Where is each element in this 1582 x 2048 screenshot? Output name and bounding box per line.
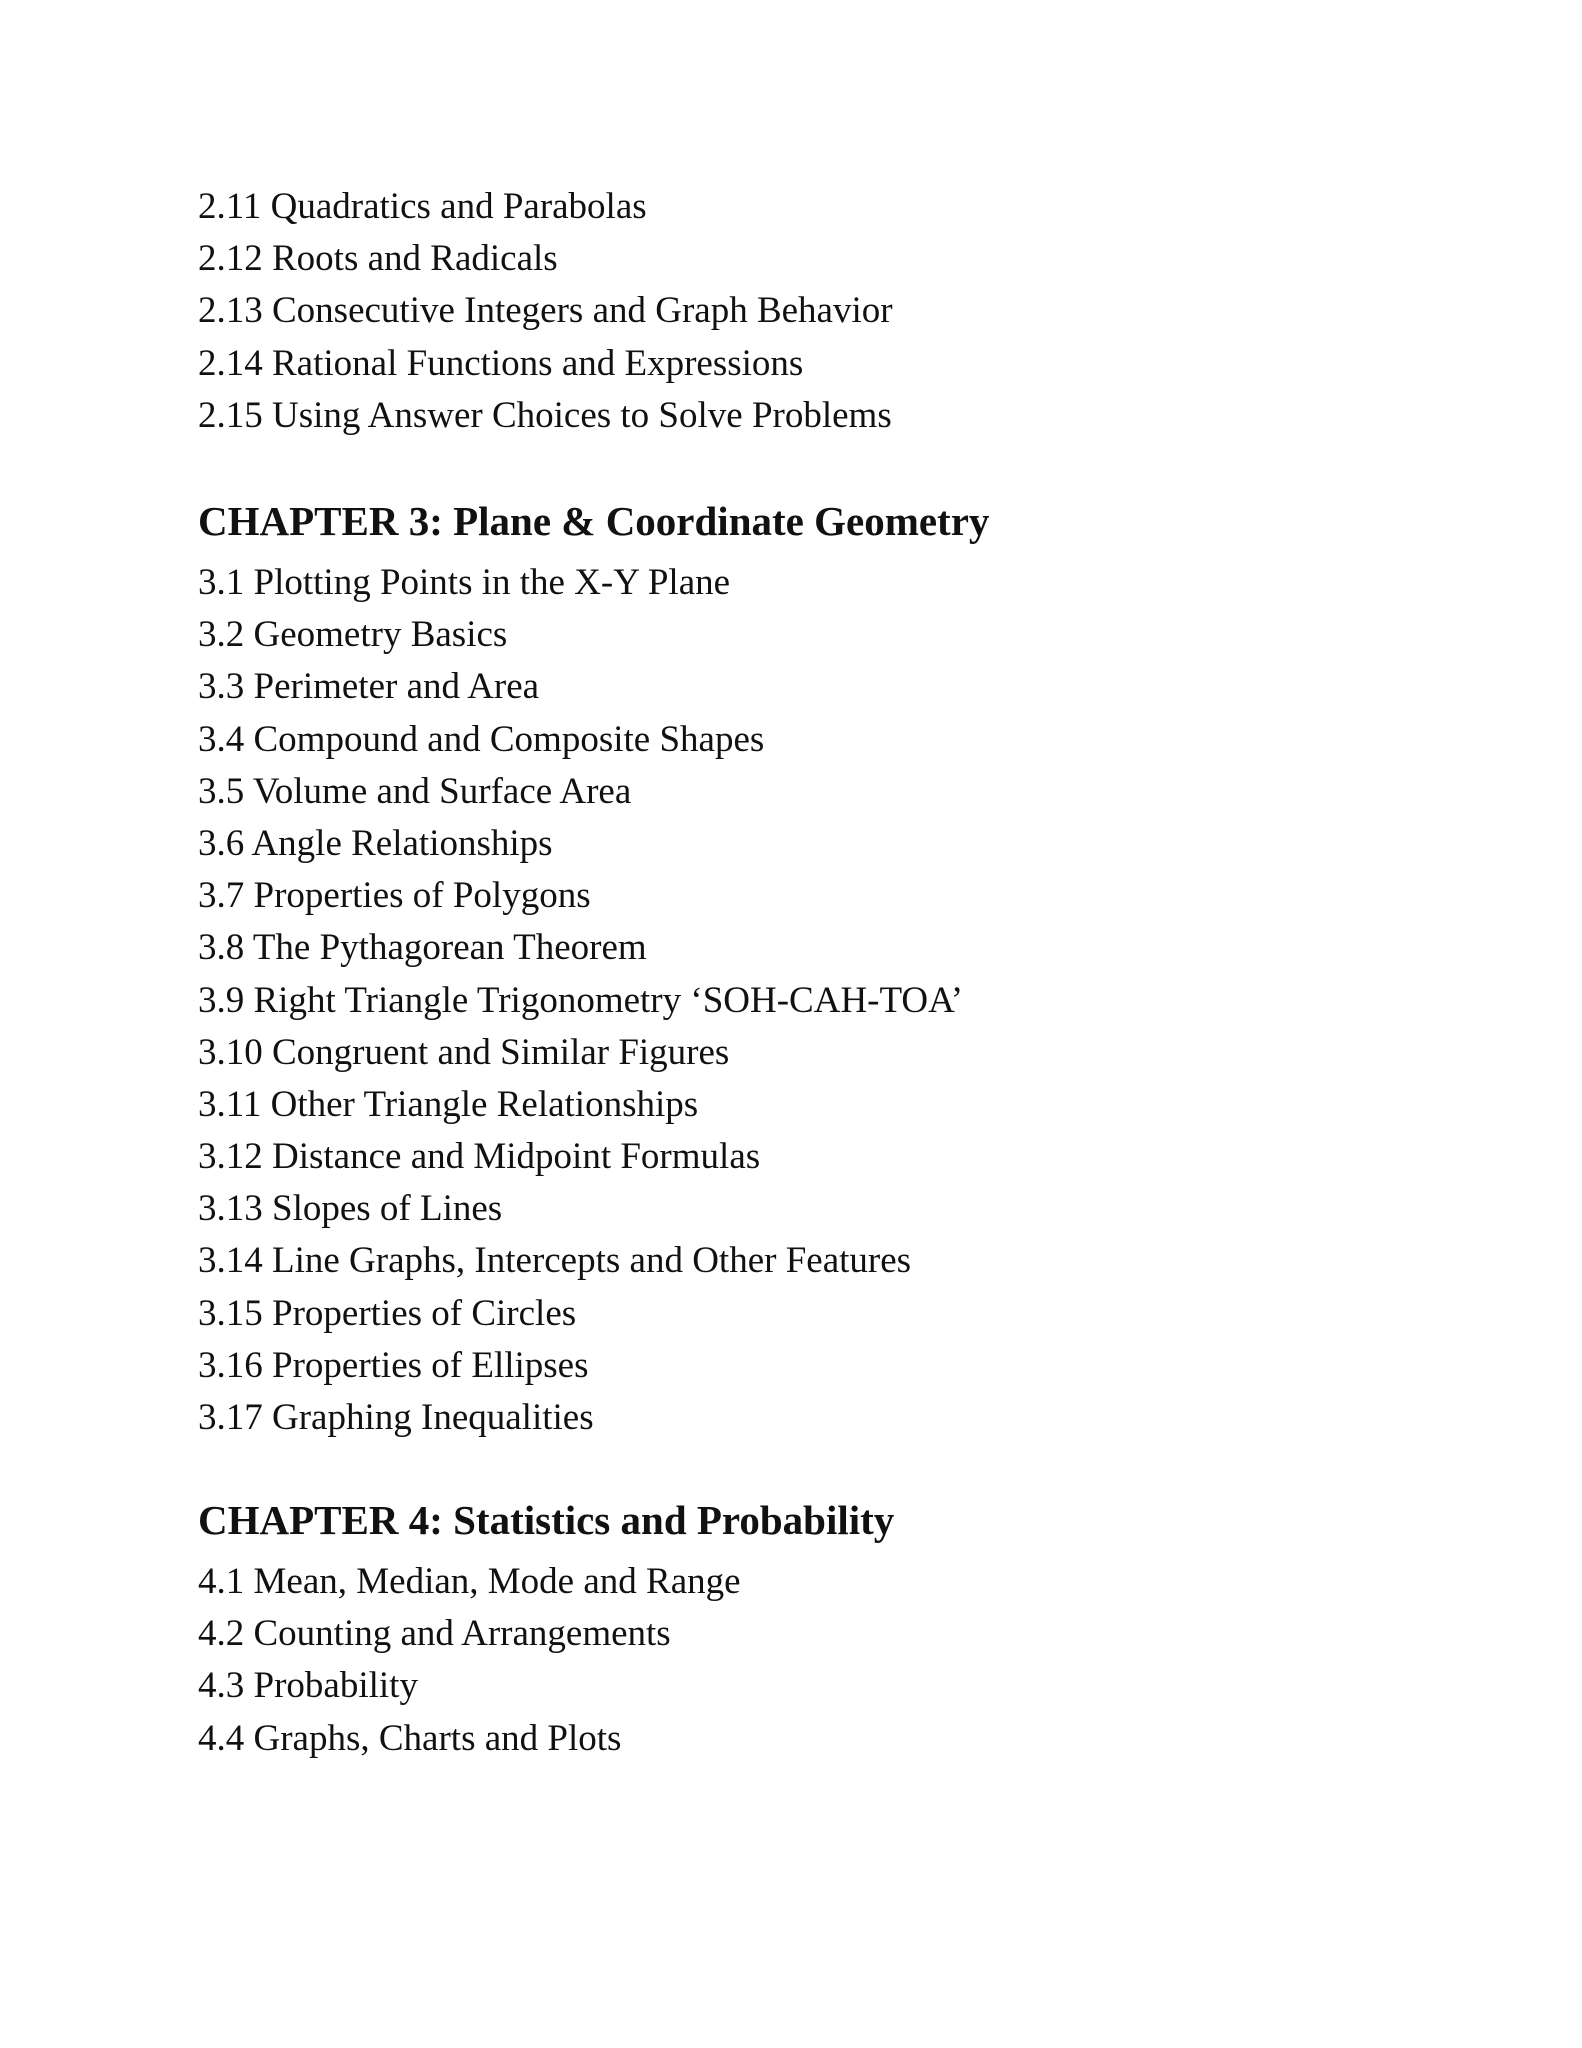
toc-entry-3-6: 3.6 Angle Relationships [198, 822, 553, 864]
toc-entry-2-11: 2.11 Quadratics and Parabolas [198, 186, 647, 227]
toc-entry-3-4: 3.4 Compound and Composite Shapes [198, 718, 765, 760]
toc-entry-3-11: 3.11 Other Triangle Relationships [198, 1083, 699, 1125]
toc-entry-4-1: 4.1 Mean, Median, Mode and Range [198, 1561, 741, 1602]
toc-entry-3-1: 3.1 Plotting Points in the X-Y Plane [198, 562, 731, 603]
toc-entry-3-3: 3.3 Perimeter and Area [198, 666, 540, 708]
toc-entry-2-14: 2.14 Rational Functions and Expressions [198, 342, 804, 384]
toc-entry-3-13: 3.13 Slopes of Lines [198, 1188, 503, 1230]
toc-entry-3-2: 3.2 Geometry Basics [198, 614, 508, 656]
toc-entry-2-12: 2.12 Roots and Radicals [198, 238, 558, 280]
toc-entry-3-10: 3.10 Congruent and Similar Figures [198, 1031, 730, 1073]
toc-entry-3-9: 3.9 Right Triangle Trigonometry ‘SOH-CAH-TOA’ [198, 979, 964, 1021]
toc-entry-3-17: 3.17 Graphing Inequalities [198, 1397, 594, 1438]
chapter-4-section-list [198, 1556, 1398, 1765]
chapter-3-heading: CHAPTER 3: Plane & Coordinate Geometry [198, 498, 990, 544]
chapter-2-section-list [198, 181, 1398, 442]
toc-entry-3-5: 3.5 Volume and Surface Area [198, 770, 632, 812]
toc-entry-3-8: 3.8 The Pythagorean Theorem [198, 927, 647, 969]
toc-entry-3-16: 3.16 Properties of Ellipses [198, 1344, 589, 1386]
toc-entry-3-7: 3.7 Properties of Polygons [198, 875, 591, 917]
chapter-3-section-list [198, 557, 1398, 1444]
toc-entry-3-12: 3.12 Distance and Midpoint Formulas [198, 1136, 761, 1178]
toc-entry-2-13: 2.13 Consecutive Integers and Graph Behavior [198, 290, 893, 332]
toc-entry-3-15: 3.15 Properties of Circles [198, 1292, 577, 1334]
toc-entry-4-4: 4.4 Graphs, Charts and Plots [198, 1717, 622, 1759]
toc-entry-2-15: 2.15 Using Answer Choices to Solve Problems [198, 394, 892, 436]
toc-entry-4-3: 4.3 Probability [198, 1665, 418, 1707]
toc-entry-3-14: 3.14 Line Graphs, Intercepts and Other Features [198, 1240, 912, 1282]
chapter-4-heading: CHAPTER 4: Statistics and Probability [198, 1497, 895, 1543]
toc-entry-4-2: 4.2 Counting and Arrangements [198, 1613, 671, 1655]
